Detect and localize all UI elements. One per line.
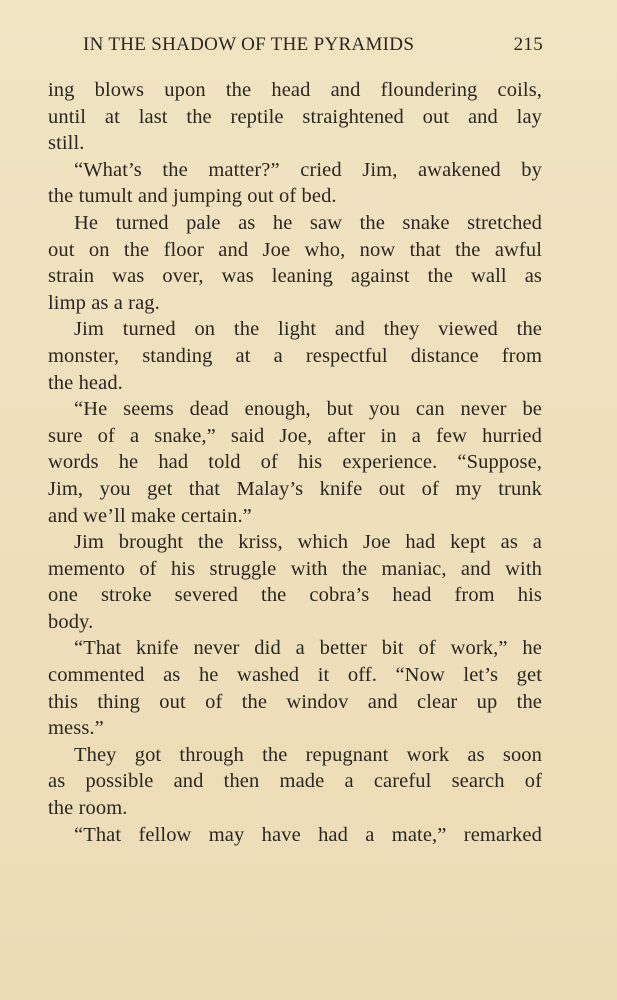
paragraph: [48, 210, 542, 316]
text-line: commented as he washed it off. “Now let’s get: [48, 664, 542, 687]
text-line: memento of his struggle with the maniac, and with: [48, 557, 542, 580]
text-line: as possible and then made a careful search of: [48, 770, 542, 793]
paragraph: [48, 77, 542, 157]
text-line: Jim turned on the light and they viewed the: [74, 318, 542, 341]
text-line: body.: [48, 610, 94, 633]
text-line: out on the floor and Joe who, now that the awful: [48, 238, 542, 261]
text-line: the tumult and jumping out of bed.: [48, 185, 337, 208]
text-line: “That knife never did a better bit of work,” he: [74, 637, 542, 660]
text-line: monster, standing at a respectful distance from: [48, 344, 542, 367]
paragraph: [48, 635, 542, 741]
text-line: the room.: [48, 797, 128, 820]
paragraph: [48, 396, 542, 529]
paragraph: [48, 742, 542, 822]
paragraph: [48, 316, 542, 396]
text-line: ing blows upon the head and floundering coils,: [48, 79, 542, 101]
body-text: [48, 77, 542, 848]
text-line: and we’ll make certain.”: [48, 504, 252, 527]
text-line: limp as a rag.: [48, 291, 160, 314]
text-line: still.: [48, 132, 85, 155]
text-line: He turned pale as he saw the snake stretched: [74, 211, 542, 234]
text-line: strain was over, was leaning against the wall as: [48, 265, 542, 288]
text-line: Jim, you get that Malay’s knife out of my trunk: [48, 477, 542, 500]
text-line: mess.”: [48, 717, 104, 740]
paragraph: [48, 822, 542, 849]
text-line: until at last the reptile straightened out and lay: [48, 105, 542, 128]
text-line: this thing out of the windov and clear up the: [48, 690, 542, 713]
paragraph: [48, 157, 542, 210]
text-line: “What’s the matter?” cried Jim, awakened by: [74, 158, 542, 181]
text-line: words he had told of his experience. “Suppose,: [48, 451, 542, 474]
text-line: They got through the repugnant work as soon: [74, 743, 542, 766]
page-number: 215: [513, 34, 543, 55]
paragraph: [48, 529, 542, 635]
running-head-title: IN THE SHADOW OF THE PYRAMIDS: [83, 34, 415, 55]
text-line: one stroke severed the cobra’s head from his: [48, 584, 542, 607]
text-line: the head.: [48, 371, 123, 394]
text-line: Jim brought the kriss, which Joe had kept as a: [74, 531, 542, 554]
text-line: “That fellow may have had a mate,” remarked: [74, 823, 542, 846]
text-line: “He seems dead enough, but you can never be: [74, 398, 542, 421]
text-line: sure of a snake,” said Joe, after in a few hurried: [48, 424, 542, 447]
